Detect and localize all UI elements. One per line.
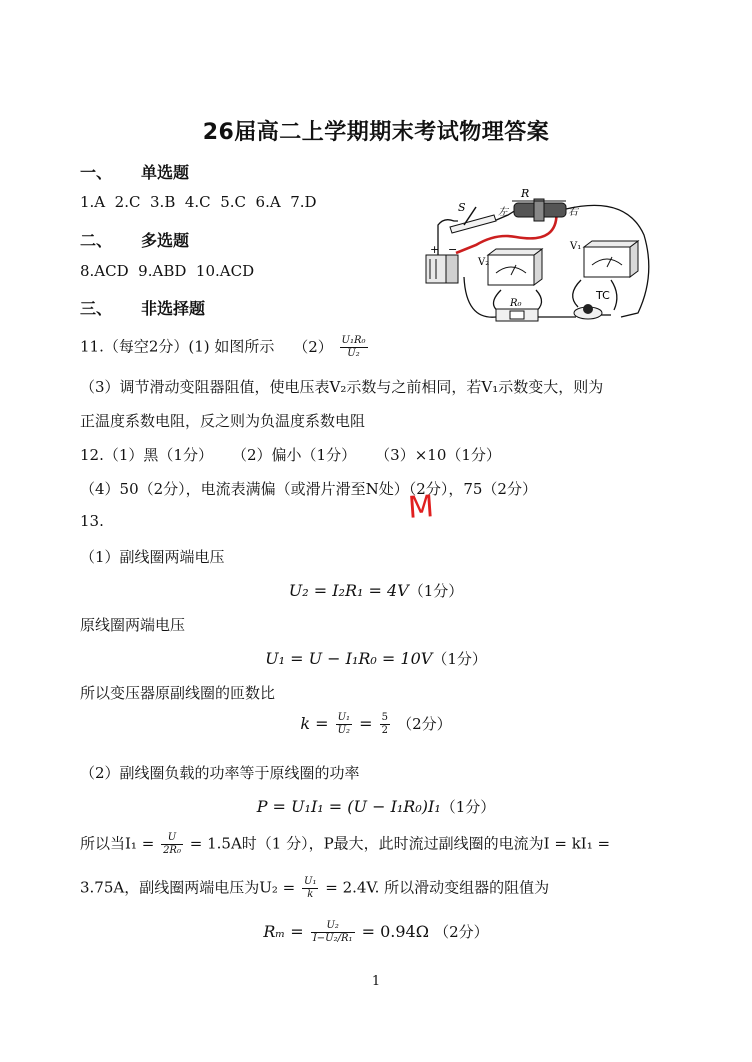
resistor-r0 (496, 309, 538, 321)
section-2-label: 多选题 (141, 231, 190, 250)
circuit-diagram (416, 185, 666, 330)
section-1-label: 单选题 (141, 163, 190, 182)
q13-p3-label: 所以变压器原副线圈的匝数比 (80, 684, 276, 702)
rheostat-left-label: 左 (498, 207, 508, 218)
q11-text: 11.（每空2分）(1) 如图所示 (80, 337, 275, 356)
q13-eq7: Rₘ = $\frac{\text{U₂}}{\text{I−U₂/R₁}}$ = 0.94Ω （2分） (263, 920, 489, 944)
q13-eq4: P = U₁I₁ = (U − I₁R₀)I₁（1分） (256, 797, 496, 816)
section-3-number: 三、 (80, 299, 113, 318)
section-1-number: 一、 (80, 163, 113, 182)
battery (426, 255, 458, 283)
multi-choice-answers: 8.ACD 9.ABD 10.ACD (80, 262, 255, 280)
voltmeter-v1 (584, 241, 638, 277)
q13-eq1: U₂ = I₂R₁ = 4V（1分） (288, 581, 464, 600)
q11-line-2: （3）调节滑动变阻器阻值，使电压表V₂示数与之前相同，若V₁示数变大，则为 (80, 378, 604, 396)
q13-number: 13. (80, 512, 104, 530)
section-2-number: 二、 (80, 231, 113, 250)
page-title: 26届高二上学期期末考试物理答案 (202, 120, 550, 145)
q13-eq3: k = $\frac{\text{U₁}}{\text{U₂}}$ = $\frac{5}{2}$ （2分） (300, 712, 452, 736)
q13-line-5: 所以当I₁ = $\frac{U}{\text{2R₀}}$ = 1.5A时（1 分），P最大，此时流过副线圈的电流为I = kI₁ = (80, 832, 611, 856)
q13-line-6: 3.75A，副线圈两端电压为U₂ = $\frac{\text{U₁}}{k}$ = 2.4V. 所以滑动变组器的阻值为 (80, 876, 550, 900)
wire-v1-right (611, 280, 617, 310)
q13-p4-label: （2）副线圈负载的功率等于原线圈的功率 (80, 764, 360, 782)
rheostat (512, 199, 566, 221)
q13-p1-label: （1）副线圈两端电压 (80, 548, 225, 566)
tc-label: TC (596, 289, 610, 302)
switch (450, 207, 496, 233)
voltmeter-v2 (488, 249, 542, 285)
battery-plus: + (430, 243, 440, 256)
switch-label: S (458, 201, 466, 214)
q11-part2: （2） (293, 337, 333, 356)
q11-line-3: 正温度系数电阻，反之则为负温度系数电阻 (80, 412, 366, 430)
thermistor-tc (574, 304, 602, 319)
single-choice-answers: 1.A 2.C 3.B 4.C 5.C 6.A 7.D (80, 193, 317, 211)
wire-v1-tc (573, 280, 581, 307)
v2-label: V₂ (478, 257, 490, 268)
q13-eq2: U₁ = U − I₁R₀ = 10V（1分） (265, 649, 487, 668)
q11-line-1 (80, 335, 370, 360)
rheostat-label: R (521, 187, 530, 200)
r0-label: R₀ (510, 298, 522, 309)
section-3-label: 非选择题 (141, 299, 206, 318)
q11-fraction: $\frac{\text{U₁R₀}}{\text{U₂}}$ (341, 335, 366, 359)
q12-line-2: （4）50（2分），电流表满偏（或滑片滑至N处）（2分），75（2分） (80, 480, 537, 498)
v1-label: V₁ (570, 241, 582, 252)
page-number: 1 (371, 974, 381, 989)
battery-minus: − (448, 243, 458, 256)
q12-line-1: 12.（1）黑（1分） （2）偏小（1分） （3）×10（1分） (80, 446, 501, 464)
q13-p2-label: 原线圈两端电压 (80, 616, 186, 634)
handwritten-correction: M (406, 489, 436, 526)
rheostat-right-label: 右 (568, 207, 578, 218)
